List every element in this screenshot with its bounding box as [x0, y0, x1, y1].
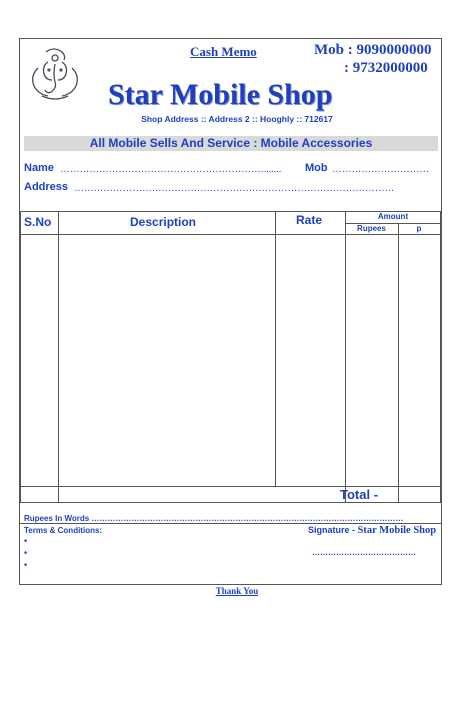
- col-paise-header: p: [416, 224, 422, 233]
- address-label: Address: [24, 181, 69, 193]
- signature-field[interactable]: …………………………………: [312, 548, 416, 557]
- signature-line: [308, 525, 436, 536]
- rupees-in-words[interactable]: Rupees In Words ………………………………………………………………………………………………………: [24, 514, 404, 523]
- mobile-number-2: : 9732000000: [344, 60, 428, 76]
- terms-bullet-3: *: [24, 562, 28, 571]
- mob-label: Mob: [305, 162, 328, 174]
- terms-bullet-2: *: [24, 550, 28, 559]
- col-rate-header: Rate: [296, 213, 323, 227]
- shop-name: Star Mobile Shop: [108, 78, 333, 111]
- mob-field[interactable]: …………………………: [332, 164, 430, 175]
- mobile-number-1: Mob : 9090000000: [314, 42, 432, 58]
- thank-you: Thank You: [215, 586, 259, 596]
- ganesha-logo-icon: [26, 44, 84, 104]
- name-label: Name: [24, 162, 54, 174]
- address-field[interactable]: ………………………………………………………………………………………: [74, 183, 395, 194]
- cash-memo-title: Cash Memo: [190, 44, 257, 59]
- total-label: Total -: [340, 487, 379, 502]
- signature-name: Star Mobile Shop: [357, 525, 437, 536]
- terms-label: Terms & Conditions:: [24, 526, 103, 535]
- col-amount-header: Amount: [377, 212, 409, 221]
- terms-bullet-1: *: [24, 538, 28, 547]
- shop-address: Shop Address :: Address 2 :: Hooghly :: 712617: [141, 114, 333, 124]
- services-banner: All Mobile Sells And Service : Mobile Accessories: [24, 136, 438, 151]
- col-description-header: Description: [130, 215, 197, 229]
- items-table: [20, 211, 441, 503]
- col-sno-header: S.No: [24, 215, 52, 229]
- col-rupees-header: Rupees: [357, 224, 386, 233]
- footer-divider: [20, 523, 441, 524]
- name-field[interactable]: ……………………………………………………….......: [60, 164, 282, 175]
- signature-label: Signature -: [308, 525, 356, 535]
